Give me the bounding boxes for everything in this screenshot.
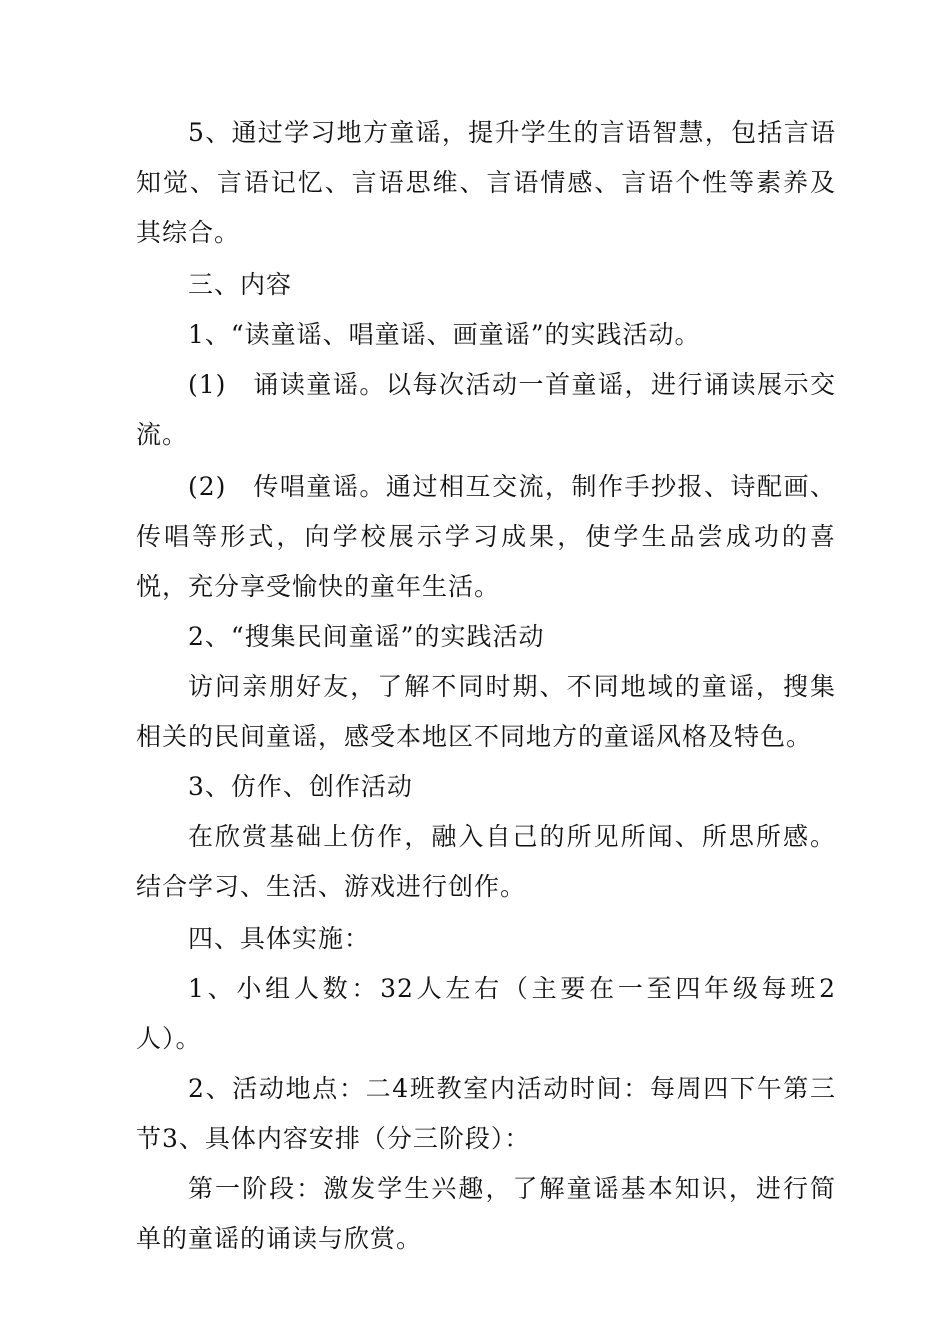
paragraph-group-size: 1、小组人数：32人左右（主要在一至四年级每班2人）。 [136,974,836,1053]
paragraph-content-3-detail: 在欣赏基础上仿作，融入自己的所见所闻、所思所感。结合学习、生活、游戏进行创作。 [136,822,836,901]
document-body [136,108,836,1264]
heading-section-4-implementation: 四、具体实施： [188,924,371,953]
paragraph-content-1-2: (2) 传唱童谣。通过相互交流，制作手抄报、诗配画、传唱等形式，向学校展示学习成果，使学生品尝成功的喜悦，充分享受愉快的童年生活。 [136,472,836,601]
paragraph-content-1-1: (1) 诵读童谣。以每次活动一首童谣，进行诵读展示交流。 [136,370,836,449]
paragraph-content-2: 2、“搜集民间童谣”的实践活动 [188,622,545,651]
heading-section-3-content: 三、内容 [188,270,293,299]
paragraph-location-time: 2、活动地点：二4班教室内活动时间：每周四下午第三节3、具体内容安排（分三阶段）： [136,1074,836,1153]
paragraph-content-3: 3、仿作、创作活动 [188,772,413,801]
paragraph-goal-5: 5、通过学习地方童谣，提升学生的言语智慧，包括言语知觉、言语记忆、言语思维、言语情感、言语个性等素养及其综合。 [136,118,836,247]
paragraph-stage-1: 第一阶段：激发学生兴趣，了解童谣基本知识，进行简单的童谣的诵读与欣赏。 [136,1174,836,1253]
paragraph-content-2-detail: 访问亲朋好友，了解不同时期、不同地域的童谣，搜集相关的民间童谣，感受本地区不同地方的童谣风格及特色。 [136,672,836,751]
paragraph-content-1: 1、“读童谣、唱童谣、画童谣”的实践活动。 [188,320,701,349]
